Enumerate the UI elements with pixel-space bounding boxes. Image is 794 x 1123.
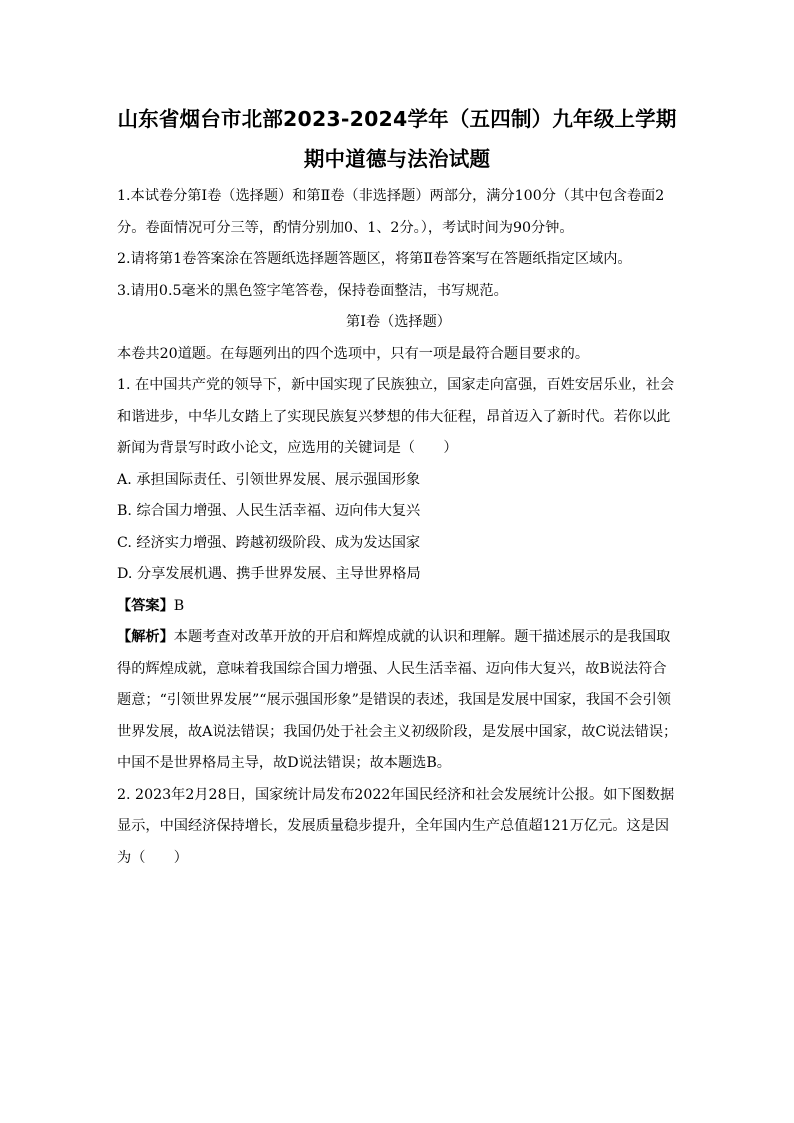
section-heading: 第Ⅰ卷（选择题） xyxy=(346,314,451,330)
section-intro: 本卷共20道题。在每题列出的四个选项中，只有一项是最符合题目要求的。 xyxy=(117,345,590,362)
question-1-option-a: A. 承担国际责任、引领世界发展、展示强国形象 xyxy=(117,471,421,488)
question-1-stem: 1. 在中国共产党的领导下，新中国实现了民族独立，国家走向富强，百姓安居乐业，社会和谐进步，中华儿女踏上了实现民族复兴梦想的伟大征程，昂首迈入了新时代。若你以此新闻为背景写时政小论文，应选用的关键词是（ ） xyxy=(117,377,675,456)
answer-value: B xyxy=(173,597,185,614)
document-body xyxy=(117,181,680,874)
document-title-line1: 山东省烟台市北部2023-2024学年（五四制）九年级上学期 xyxy=(117,107,677,131)
analysis-label: 【解析】 xyxy=(117,629,174,645)
question-1-analysis xyxy=(117,622,680,780)
question-1-option-c: C. 经济实力增强、跨越初级阶段、成为发达国家 xyxy=(117,534,421,551)
instruction-2: 2.请将第1卷答案涂在答题纸选择题答题区，将第Ⅱ卷答案写在答题纸指定区域内。 xyxy=(117,251,632,267)
question-1-option-d: D. 分享发展机遇、携手世界发展、主导世界格局 xyxy=(117,566,421,582)
question-1-option-b: B. 综合国力增强、人民生活幸福、迈向伟大复兴 xyxy=(117,503,421,519)
instruction-1: 1.本试卷分第Ⅰ卷（选择题）和第Ⅱ卷（非选择题）两部分，满分100分（其中包含卷面2分。卷面情况可分三等，酌情分别加0、1、2分。），考试时间为90分钟。 xyxy=(117,188,665,236)
analysis-text: 本题考查对改革开放的开启和辉煌成就的认识和理解。题干描述展示的是我国取得的辉煌成就，意味着我国综合国力增强、人民生活幸福、迈向伟大复兴，故B说法符合题意；“引领世界发展”“展示强国形象”是错误的表述，我国是发展中国家，我国不会引领世界发展，故A说法错误；我国仍处于社会主义初级阶段，是发展中国家，故C说法错误；中国不是世界格局主导，故D说法错误；故本题选B。 xyxy=(117,629,678,771)
answer-label: 【答案】 xyxy=(117,597,174,614)
instruction-3: 3.请用0.5毫米的黑色签字笔答卷，保持卷面整洁，书写规范。 xyxy=(117,282,508,299)
question-1-answer xyxy=(117,591,680,623)
document-title-line2: 期中道德与法治试题 xyxy=(303,147,491,171)
question-2-stem: 2. 2023年2月28日，国家统计局发布2022年国民经济和社会发展统计公报。如下图数据显示，中国经济保持增长，发展质量稳步提升，全年国内生产总值超121万亿元。这是因为（ ） xyxy=(117,786,675,866)
